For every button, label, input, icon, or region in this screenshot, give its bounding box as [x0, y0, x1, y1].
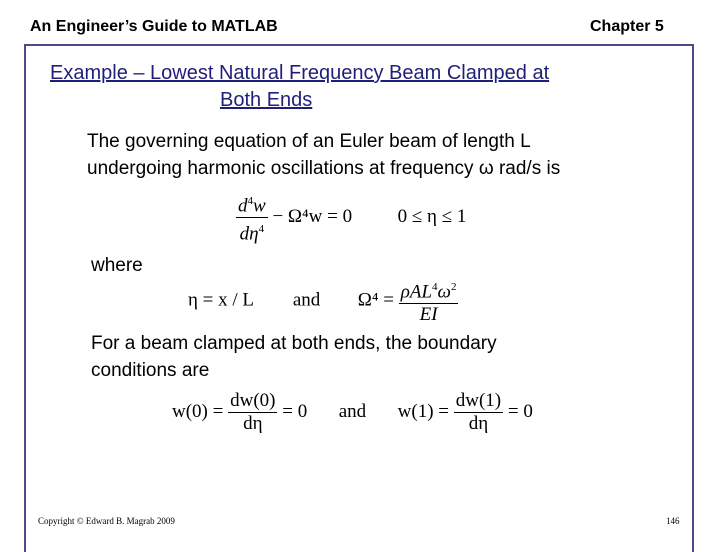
bc-line-1: For a beam clamped at both ends, the boundary — [91, 333, 497, 354]
page-number: 146 — [666, 516, 680, 526]
intro-line-1: The governing equation of an Euler beam of length L — [87, 131, 531, 152]
fourth-derivative: $\frac{d^4w}{d\eta^4}$ — [236, 190, 268, 246]
bc-left-denominator: dη — [243, 413, 263, 434]
bc-right-lhs: w(1) = — [397, 400, 449, 422]
governing-minus-term: − Ω⁴w = 0 — [272, 206, 353, 228]
bc-left-numerator: dw(0) — [230, 390, 276, 411]
definitions-equation — [188, 276, 458, 326]
where-label: where — [91, 255, 143, 276]
intro-paragraph — [87, 128, 560, 182]
bc-right-fraction — [454, 390, 503, 435]
governing-equation — [236, 190, 466, 246]
title-line-2: Both Ends — [220, 89, 313, 111]
bc-paragraph — [91, 330, 497, 384]
and-word-2: and — [338, 400, 367, 422]
bc-right-zero: = 0 — [507, 400, 533, 422]
intro-line-2: undergoing harmonic oscillations at frequency ω rad/s is — [87, 158, 561, 179]
bc-right-numerator: dw(1) — [455, 390, 502, 411]
eta-definition: η = x / L — [188, 289, 254, 311]
copyright: Copyright © Edward B. Magrab 2009 — [38, 516, 175, 526]
bc-left-zero: = 0 — [282, 400, 308, 422]
book-title: An Engineer’s Guide to MATLAB — [30, 18, 278, 35]
boundary-conditions — [172, 390, 533, 435]
bc-left-fraction — [228, 390, 277, 435]
bc-right-denominator: dη — [468, 413, 489, 434]
bc-left-lhs: w(0) = — [172, 400, 224, 422]
and-word-1: and — [292, 289, 321, 311]
omega-fraction: $\frac{\rho AL^4\omega^2}{EI}$ — [399, 276, 459, 326]
governing-range: 0 ≤ η ≤ 1 — [397, 206, 467, 228]
title-line-1: Example – Lowest Natural Frequency Beam Clamped at — [50, 62, 550, 84]
omega-lhs: Ω⁴ = — [357, 289, 394, 311]
slide-title — [50, 60, 700, 114]
bc-line-2: conditions are — [91, 360, 210, 381]
chapter-label: Chapter 5 — [590, 18, 664, 35]
